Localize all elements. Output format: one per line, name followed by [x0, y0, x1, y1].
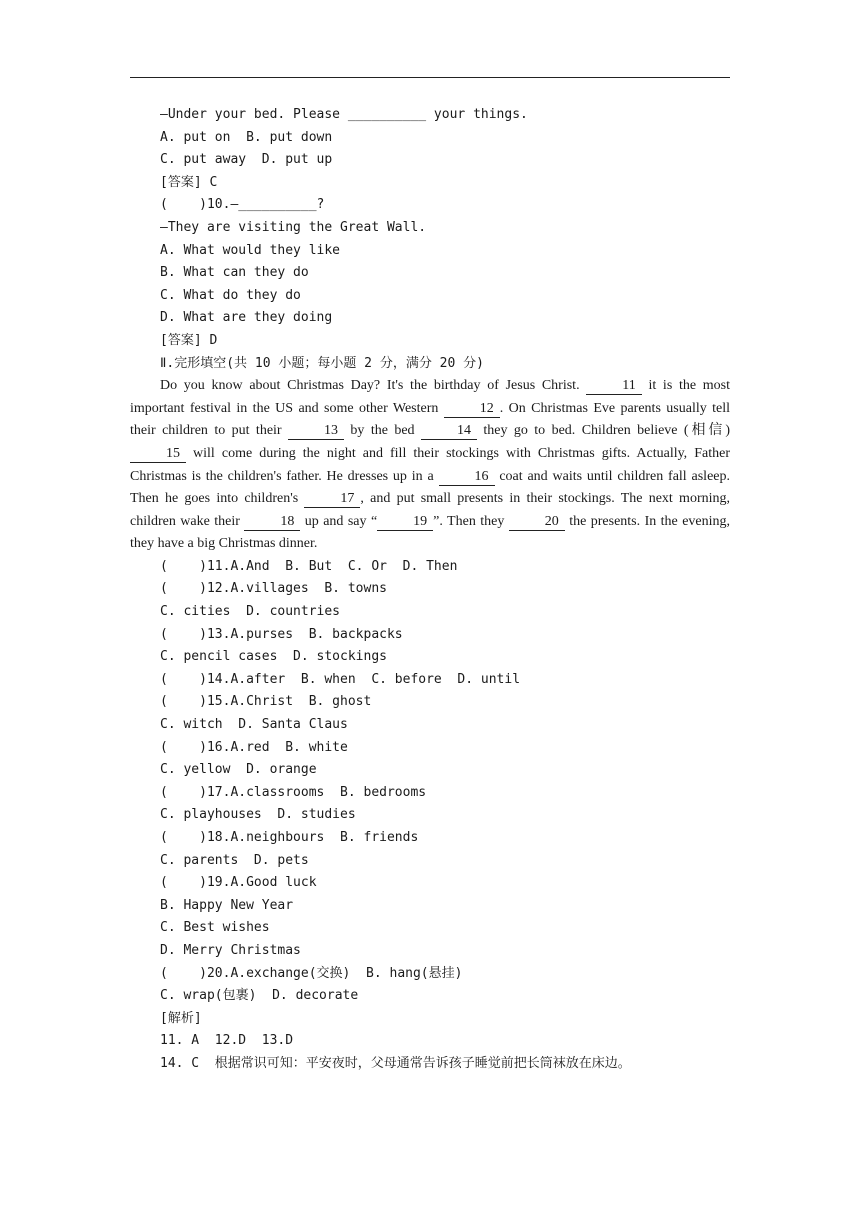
passage-text: Do you know about Christmas Day? It's the birthday of Jesus Christ. — [160, 378, 587, 394]
option-line: C. yellow D. orange — [160, 762, 317, 778]
passage-text: it is the most important festival in the US and some other Western — [130, 378, 730, 416]
option-line: C. parents D. pets — [160, 852, 309, 868]
passage-text: they go to bed. Children believe (相信) — [476, 423, 730, 439]
blank-20: 20 — [509, 514, 565, 531]
option-line: C. wrap(包裹) D. decorate — [160, 988, 359, 1004]
option-line: C. Best wishes — [160, 920, 270, 936]
question-13: ( )13.A.purses B. backpacks — [160, 626, 403, 642]
analysis-heading: [解析] — [160, 1010, 202, 1026]
passage-text: coat and waits until children fall asleep. Then he goes into children's — [130, 468, 730, 507]
question-16: ( )16.A.red B. white — [160, 739, 348, 755]
question-20: ( )20.A.exchange(交换) B. hang(悬挂) — [160, 965, 463, 981]
answer-line: [答案] C — [160, 174, 218, 190]
passage-text: the presents. In the evening, they have a big Christmas dinner. — [130, 513, 731, 552]
passage-text: , and put small presents in their stockings. The next morning, children wake their — [130, 491, 730, 529]
option-line: B. Happy New Year — [160, 897, 294, 913]
question-11: ( )11.A.And B. But C. Or D. Then — [160, 558, 458, 574]
passage-text: ”. Then they — [433, 513, 509, 529]
answer-line: [答案] D — [160, 332, 218, 348]
option-line: C. What do they do — [160, 287, 301, 303]
question-14: ( )14.A.after B. when C. before D. until — [160, 671, 521, 687]
blank-18: 18 — [244, 514, 300, 531]
option-line: C. put away D. put up — [160, 152, 333, 168]
question-19: ( )19.A.Good luck — [160, 875, 317, 891]
option-line: C. cities D. countries — [160, 604, 341, 620]
passage-text: up and say “ — [300, 513, 378, 529]
text-line: —Under your bed. Please __________ your things. — [160, 107, 528, 122]
question-18: ( )18.A.neighbours B. friends — [160, 830, 419, 845]
option-line: B. What can they do — [160, 265, 309, 281]
passage-text: . On Christmas Eve parents usually tell their children to put their — [130, 400, 730, 439]
blank-13: 13 — [288, 423, 344, 440]
blank-17: 17 — [304, 491, 360, 508]
blank-12: 12 — [444, 401, 500, 418]
option-line: D. Merry Christmas — [160, 942, 301, 958]
blank-19: 19 — [377, 514, 433, 531]
option-line: D. What are they doing — [160, 310, 333, 326]
blank-16: 16 — [439, 469, 495, 486]
option-line: C. playhouses D. studies — [160, 807, 356, 823]
blank-11: 11 — [586, 378, 641, 395]
option-line: C. pencil cases D. stockings — [160, 649, 387, 665]
option-line: A. put on B. put down — [160, 129, 333, 145]
analysis-line: 11. A 12.D 13.D — [160, 1033, 294, 1049]
question-10: ( )10.—__________? — [160, 197, 325, 213]
passage-text: will come during the night and fill their stockings with Christmas gifts. Actually, Father Christmas is the children's father. He dresses up in a — [130, 445, 730, 484]
option-line: C. witch D. Santa Claus — [160, 717, 348, 733]
question-17: ( )17.A.classrooms B. bedrooms — [160, 784, 427, 800]
document-body — [130, 104, 730, 1076]
blank-14: 14 — [421, 423, 477, 440]
cloze-passage — [130, 375, 730, 556]
analysis-line: 14. C 根据常识可知：平安夜时，父母通常告诉孩子睡觉前把长筒袜放在床边。 — [160, 1055, 631, 1071]
question-12: ( )12.A.villages B. towns — [160, 581, 387, 597]
option-line: A. What would they like — [160, 242, 341, 258]
text-line: —They are visiting the Great Wall. — [160, 219, 427, 235]
passage-text: by the bed — [344, 423, 421, 439]
question-15: ( )15.A.Christ B. ghost — [160, 694, 372, 710]
section-heading: Ⅱ.完形填空(共 10 小题；每小题 2 分，满分 20 分) — [160, 355, 484, 371]
header-rule — [130, 77, 730, 78]
blank-15: 15 — [130, 446, 186, 463]
